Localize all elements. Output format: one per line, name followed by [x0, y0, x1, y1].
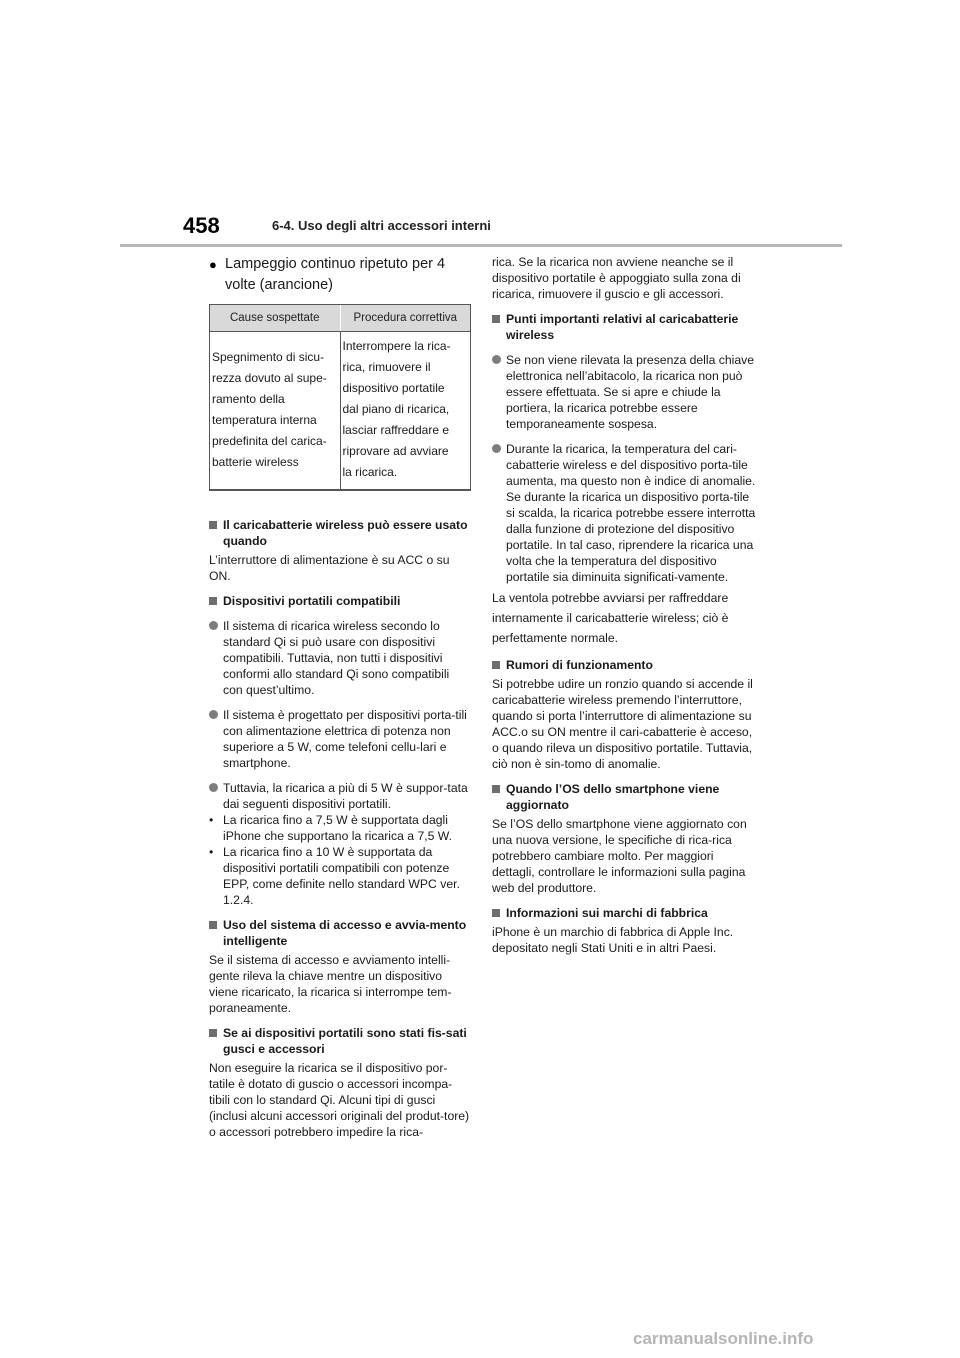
square-bullet-icon — [492, 909, 500, 917]
table-cell-procedure: Interrompere la rica- rica, rimuovere il dispositivo portatile dal piano di ricarica, lasciar raffreddare e riprovare ad avviare la ricarica. — [342, 339, 451, 479]
table-row — [210, 332, 470, 489]
section-heading — [209, 517, 471, 549]
page-number: 458 — [183, 213, 220, 238]
list-item-text: Durante la ricarica, la temperatura del cari-cabatterie wireless e del dispositivo porta-tile aumenta, ma questo non è indice di anomalie. Se durante la ricarica un dispositivo porta-tile si scalda, la ricarica potrebbe essere interrotta dalla funzione di protezione del dispositivo portatile. In tal caso, riprendere la ricarica una volta che la temperatura del dispositivo portatile sia diminuita significati-vamente. — [506, 442, 756, 584]
cause-text: Spegnimento di sicu- rezza dovuto al supe- ramento della temperatura interna predefinita del carica- batterie wireless — [212, 349, 327, 469]
circle-bullet-icon — [492, 444, 501, 453]
bullet-icon: ● — [209, 257, 217, 272]
section-heading-text: Uso del sistema di accesso e avvia-mento intelligente — [223, 918, 467, 948]
list-item — [492, 441, 758, 585]
section-heading-text: Punti importanti relativi al caricabatterie wireless — [506, 312, 739, 342]
sub-list-item-text: La ricarica fino a 7,5 W è supportata dagli iPhone che supportano la ricarica a 7,5 W. — [223, 813, 452, 843]
body-text: iPhone è un marchio di fabbrica di Apple Inc. depositato negli Stati Uniti e in altri Paesi. — [492, 925, 734, 955]
section-heading-text: Informazioni sui marchi di fabbrica — [506, 906, 708, 920]
square-bullet-icon — [492, 661, 500, 669]
lead-item-text: Lampeggio continuo ripetuto per 4 volte (arancione) — [225, 256, 446, 293]
sub-list-item — [209, 812, 471, 844]
section-heading — [209, 593, 471, 609]
circle-bullet-icon — [209, 710, 218, 719]
list-item-text: Tuttavia, la ricarica a più di 5 W è suppor-tata dai seguenti dispositivi portatili. — [223, 781, 468, 811]
right-column — [492, 254, 758, 956]
list-item-text: Il sistema di ricarica wireless secondo lo standard Qi si può usare con dispositivi compatibili. Tuttavia, non tutti i dispositivi conformi allo standard Qi sono compatibili con quest’ultimo. — [223, 619, 450, 697]
square-bullet-icon — [209, 597, 217, 605]
square-bullet-icon — [492, 315, 500, 323]
sub-bullet-mark: • — [209, 845, 214, 859]
section-heading-text: Il caricabatterie wireless può essere usato quando — [223, 518, 468, 548]
section-heading — [209, 917, 471, 949]
table-header-procedure: Procedura correttiva — [353, 312, 458, 324]
body-text: Se il sistema di accesso e avviamento intelli-gente rileva la chiave mentre un dispositivo viene ricaricato, la ricarica si interrompe tem-poraneamente. — [209, 953, 452, 1015]
section-heading-text: Quando l’OS dello smartphone viene aggiornato — [506, 782, 720, 812]
watermark[interactable]: carmanualsonline.info — [633, 1329, 814, 1348]
circle-bullet-icon — [209, 621, 218, 630]
circle-bullet-icon — [492, 355, 501, 364]
table-header-cause: Cause sospettate — [210, 305, 341, 331]
sub-list-item-text: La ricarica fino a 10 W è supportata da dispositivi portatili compatibili con potenze EPP, come definite nello standard WPC ver. 1.2.4. — [223, 845, 460, 907]
sub-list-item — [209, 844, 471, 908]
sub-bullet-mark: • — [209, 813, 214, 827]
list-item-text: Se non viene rilevata la presenza della chiave elettronica nell’abitacolo, la ricarica non può essere effettuata. Se si apre e chiude la portiera, la ricarica potrebbe essere temporaneamente sospesa. — [506, 353, 754, 431]
body-text: Non eseguire la ricarica se il dispositivo por-tatile è dotato di guscio o accessori incompa-tibili con lo standard Qi. Alcuni tipi di gusci (inclusi alcuni accessori originali del produt-tore) o accessori potrebbero impedire la rica- — [209, 1061, 470, 1139]
list-item — [209, 780, 471, 812]
square-bullet-icon — [492, 785, 500, 793]
table-cell-cause — [210, 332, 341, 489]
section-title: 6-4. Uso degli altri accessori interni — [272, 218, 491, 233]
lead-item — [209, 254, 471, 296]
body-text: rica. Se la ricarica non avviene neanche se il dispositivo portatile è appoggiato sulla zona di ricarica, rimuovere il guscio e gli accessori. — [492, 255, 741, 301]
cause-table — [209, 304, 471, 491]
circle-bullet-icon — [209, 783, 218, 792]
section-heading — [209, 1025, 471, 1057]
square-bullet-icon — [209, 921, 217, 929]
body-text: Se l’OS dello smartphone viene aggiornato con una nuova versione, le specifiche di rica-rica potrebbero cambiare molto. Per maggiori dettagli, controllare le informazioni sulla pagina web del produttore. — [492, 817, 747, 895]
list-item — [209, 707, 471, 771]
section-heading — [492, 781, 758, 813]
section-heading — [492, 657, 758, 673]
list-item — [209, 618, 471, 698]
list-item-text: Il sistema è progettato per dispositivi porta-tili con alimentazione elettrica di potenza non superiore a 5 W, come telefoni cellu-lari e smartphone. — [223, 708, 467, 770]
section-heading — [492, 905, 758, 921]
left-column — [209, 254, 471, 1140]
table-header-row — [210, 305, 470, 332]
section-heading-text: Se ai dispositivi portatili sono stati fis-sati gusci e accessori — [223, 1026, 467, 1056]
square-bullet-icon — [209, 521, 217, 529]
section-heading-text: Dispositivi portatili compatibili — [223, 594, 401, 608]
body-text: La ventola potrebbe avviarsi per raffreddare internamente il caricabatterie wireless; ciò è perfettamente normale. — [492, 591, 729, 645]
list-item — [492, 352, 758, 432]
section-heading-text: Rumori di funzionamento — [506, 658, 653, 672]
body-text: L’interruttore di alimentazione è su ACC o su ON. — [209, 553, 450, 583]
body-text: Si potrebbe udire un ronzio quando si accende il caricabatterie wireless premendo l’interruttore, quando si porta l’interruttore di alimentazione su ACC.o su ON mentre il cari-cabatterie è acceso, o quando rileva un dispositivo portatile. Tuttavia, ciò non è sin-tomo di anomalie. — [492, 677, 753, 771]
section-heading — [492, 311, 758, 343]
header-rule — [120, 244, 842, 247]
square-bullet-icon — [209, 1029, 217, 1037]
